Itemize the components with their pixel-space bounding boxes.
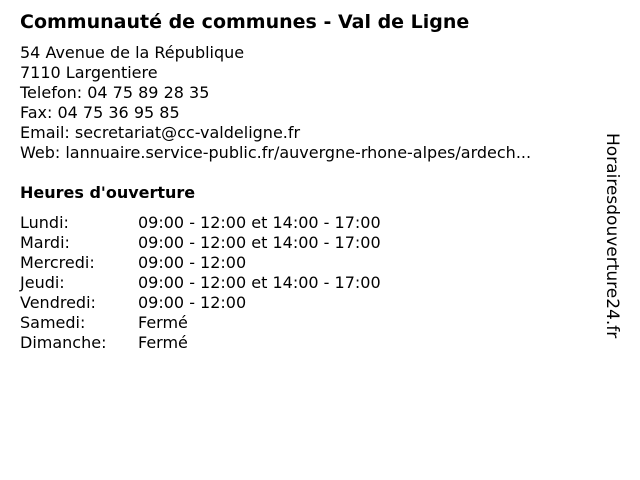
time-value: 09:00 - 12:00 et 14:00 - 17:00 (138, 213, 381, 232)
opening-hours-heading: Heures d'ouverture (20, 183, 196, 202)
day-label: Lundi: (20, 213, 69, 232)
day-label: Mercredi: (20, 253, 95, 272)
time-value: 09:00 - 12:00 et 14:00 - 17:00 (138, 233, 381, 252)
time-value: 09:00 - 12:00 et 14:00 - 17:00 (138, 273, 381, 292)
address-city: 7110 Largentiere (20, 63, 158, 82)
day-label: Mardi: (20, 233, 70, 252)
contact-info (20, 43, 531, 163)
address-street: 54 Avenue de la République (20, 43, 245, 62)
day-label: Jeudi: (20, 273, 65, 292)
day-label: Samedi: (20, 313, 86, 332)
page-title: Communauté de communes - Val de Ligne (20, 11, 470, 33)
site-watermark: Horairesdouverture24.fr (602, 133, 622, 339)
day-label: Vendredi: (20, 293, 96, 312)
email-address: Email: secretariat@cc-valdeligne.fr (20, 123, 301, 142)
time-value: 09:00 - 12:00 (138, 293, 247, 312)
time-value: Fermé (138, 313, 188, 332)
time-value: Fermé (138, 333, 188, 352)
website-url: Web: lannuaire.service-public.fr/auvergne-rhone-alpes/ardech... (20, 143, 532, 162)
phone-number: Telefon: 04 75 89 28 35 (20, 83, 210, 102)
day-label: Dimanche: (20, 333, 107, 352)
time-value: 09:00 - 12:00 (138, 253, 247, 272)
fax-number: Fax: 04 75 36 95 85 (20, 103, 180, 122)
